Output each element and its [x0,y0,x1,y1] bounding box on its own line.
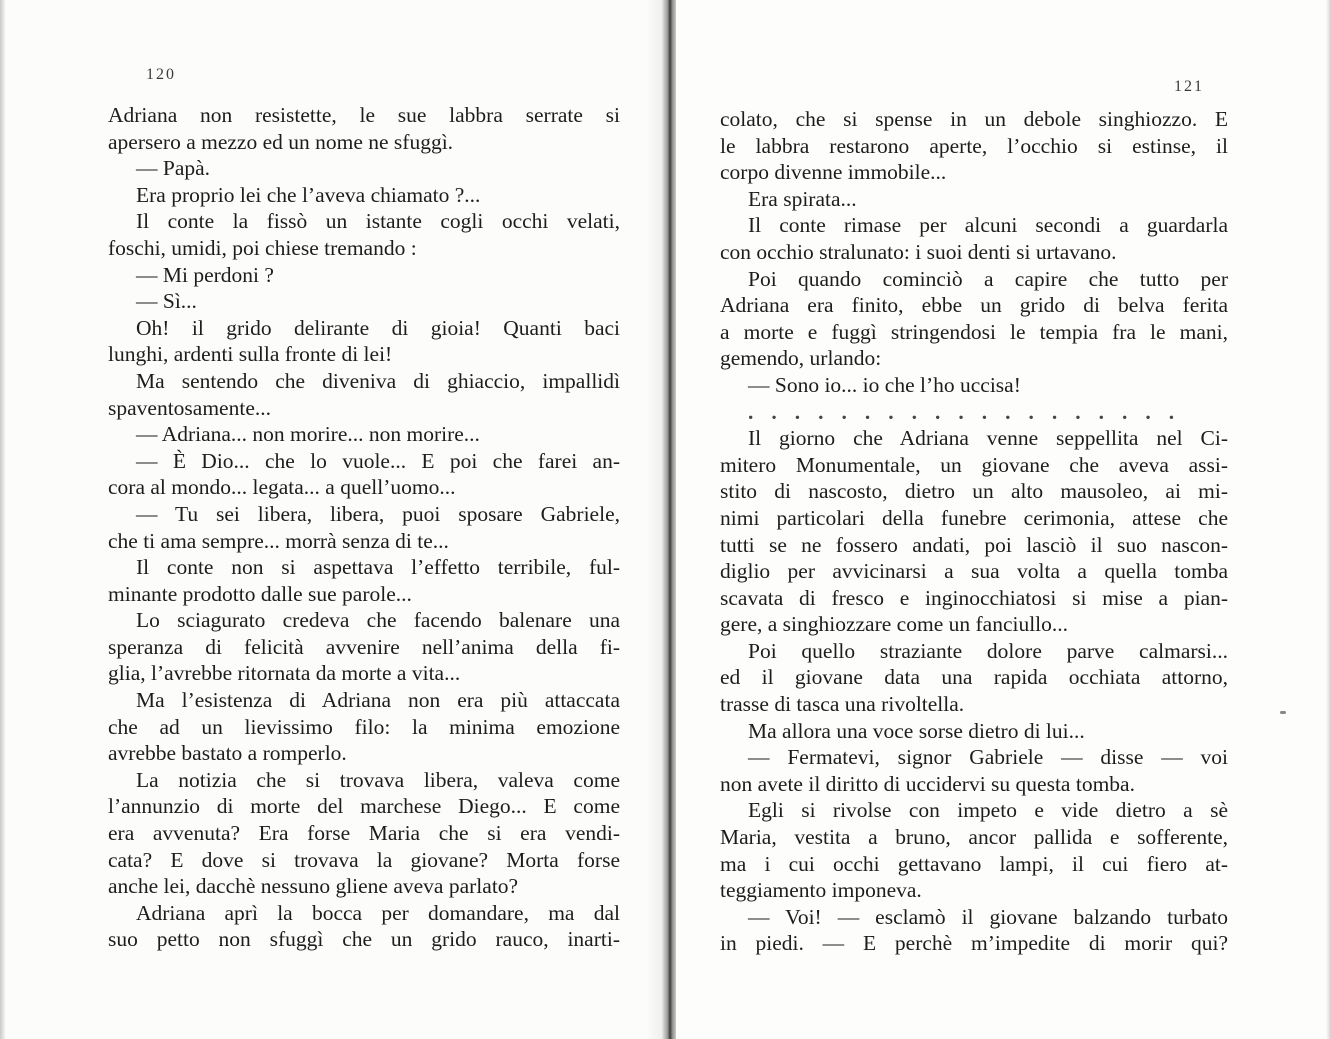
text-line: ed il giovane data una rapida occhiata attorno, [720,665,1228,690]
text-line: Il conte non si aspettava l’effetto terribile, ful- [136,555,620,580]
text-line: Ma l’esistenza di Adriana non era più attaccata [136,688,620,713]
text-line: apersero a mezzo ed un nome ne sfuggì. [108,129,454,154]
text-line: Poi quello straziante dolore parve calmarsi... [748,638,1228,663]
text-line: ma i cui occhi gettavano lampi, il cui fiero at- [720,851,1228,876]
text-line: — È Dio... che lo vuole... E poi che farei an- [136,448,620,473]
text-line: con occhio stralunato: i suoi denti si urtavano. [720,239,1117,264]
text-line: La notizia che si trovava libera, valeva come [136,767,620,792]
text-line: a morte e fuggì stringendosi le tempia fra le mani, [720,319,1228,344]
text-line: colato, che si spense in un debole singhiozzo. E [720,107,1228,131]
text-line: spaventosamente... [108,395,271,420]
text-line: — Papà. [136,156,211,181]
text-line: Maria, vestita a bruno, ancor pallida e sofferente, [720,825,1228,850]
text-line: cata? E dove si trovava la giovane? Morta forse [108,847,620,872]
text-line: Egli si rivolse con impeto e vide dietro a sè [748,798,1228,823]
text-line: che ti ama sempre... morrà senza di te... [108,528,449,553]
text-line: Il conte rimase per alcuni secondi a guardarla [748,213,1228,238]
text-line: scavata di fresco e inginocchiatosi si mise a pian- [720,585,1228,610]
text-line: che ad un lievissimo filo: la minima emozione [108,714,620,739]
text-line: cora al mondo... legata... a quell’uomo... [108,475,456,500]
text-line: Il conte la fissò un istante cogli occhi velati, [136,209,620,234]
page-number-right: 121 [1174,78,1204,95]
text-line: — Fermatevi, signor Gabriele — disse — voi [748,745,1228,770]
text-line: Adriana aprì la bocca per domandare, ma dal [136,900,620,925]
text-line: — Mi perdoni ? [136,262,274,287]
text-line: era avvenuta? Era forse Maria che si era vendi- [108,821,620,846]
gutter-shadow [646,0,662,1039]
text-line: — Voi! — esclamò il giovane balzando turbato [748,904,1228,929]
text-line: le labbra restarono aperte, l’occhio si estinse, il [720,133,1228,158]
text-line: stito di nascosto, dietro un alto mausoleo, ai mi- [720,479,1228,504]
text-line: Adriana era finito, ebbe un grido di belva ferita [720,293,1228,318]
left-page-edge [0,0,6,1039]
text-line: nimi particolari della funebre cerimonia, attese che [720,505,1228,530]
text-line: Era proprio lei che l’aveva chiamato ?... [136,182,481,207]
text-line: diglio per avvicinarsi a sua volta a quella tomba [720,559,1228,584]
text-line: — Sono io... io che l’ho uccisa! [748,372,1021,397]
text-line: Lo sciagurato credeva che facendo balenare una [136,608,620,633]
text-line: minante prodotto dalle sue parole... [108,581,412,606]
text-line: teggiamento imponeva. [720,878,922,903]
section-break-dots: ................... [748,399,1193,424]
text-line: Poi quando cominciò a capire che tutto per [748,266,1228,291]
text-line: avrebbe bastato a romperlo. [108,741,347,766]
text-line: Ma sentendo che diveniva di ghiaccio, impallidì [136,368,620,393]
text-line: mitero Monumentale, un giovane che aveva assi- [720,452,1228,477]
text-line: gere, a singhiozzare come un fanciullo... [720,612,1069,637]
right-page [676,0,1331,1039]
text-line: gemendo, urlando: [720,346,882,371]
text-line: — Adriana... non morire... non morire... [136,422,480,447]
text-line: tutti se ne fossero andati, poi lasciò il suo nascon- [720,532,1228,557]
text-line: glia, l’avrebbe ritornata da morte a vita... [108,661,461,686]
text-line: — Sì... [136,289,197,314]
left-page [0,0,664,1039]
text-line: l’annunzio di morte del marchese Diego... E come [108,794,620,819]
scan-speck [1280,711,1286,714]
text-line: suo petto non sfuggì che un grido rauco, inarti- [108,927,620,952]
text-line: non avete il diritto di uccidervi su questa tomba. [720,771,1135,796]
text-line: — Tu sei libera, libera, puoi sposare Gabriele, [136,501,620,526]
text-line: corpo divenne immobile... [720,160,947,185]
text-line: anche lei, dacchè nessuno gliene aveva parlato? [108,874,519,899]
text-line: Oh! il grido delirante di gioia! Quanti baci [136,315,620,340]
text-line: foschi, umidi, poi chiese tremando : [108,235,417,260]
text-line: Il giorno che Adriana venne seppellita nel Ci- [748,426,1228,451]
left-page-text [108,102,620,953]
text-line: lunghi, ardenti sulla fronte di lei! [108,342,393,367]
right-page-text [720,106,1228,957]
text-line: speranza di felicità avvenire nell’anima della fi- [108,634,620,659]
page-number-left: 120 [146,66,176,83]
text-line: Adriana non resistette, le sue labbra serrate si [108,103,620,127]
text-line: trasse di tasca una rivoltella. [720,692,965,717]
text-line: Ma allora una voce sorse dietro di lui... [748,718,1085,743]
right-page-edge [1326,0,1331,1039]
text-line: in piedi. — E perchè m’impedite di morir qui? [720,931,1228,956]
text-line: Era spirata... [748,186,857,211]
